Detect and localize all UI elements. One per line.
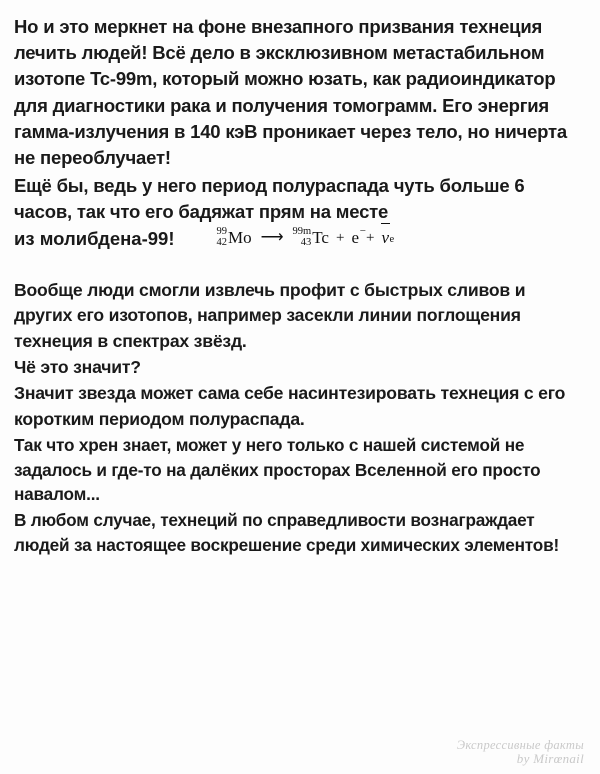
paragraph-speculation: Так что хрен знает, может у него только с нашей системой не задалось и где-то на далёких просторах Вселенной его просто навалом... (14, 435, 541, 505)
plus-sign: + (365, 229, 375, 246)
overline-bar-icon (381, 223, 390, 224)
atomic-number: 42 (216, 237, 227, 249)
paragraph-conclusion: В любом случае, технеций по справедливости вознаграждает людей за настоящее воскрешение среди химических элементов! (14, 510, 559, 555)
nuclide-technetium-99m (293, 225, 329, 251)
paragraph-block-conclusion (14, 508, 584, 557)
electron-letter: e (351, 227, 359, 247)
watermark-line-2: by Mirœnail (516, 751, 584, 766)
nuclear-decay-equation (216, 225, 394, 251)
paragraph-halflife: Ещё бы, ведь у него период полураспада чуть больше 6 часов, так что его бадяжат прям на месте (14, 175, 525, 223)
element-symbol: Tc (312, 227, 329, 247)
watermark (457, 738, 584, 766)
mass-number: 99 (216, 225, 227, 237)
paragraph-block-question (14, 355, 584, 380)
formula-line (14, 226, 584, 252)
paragraph-block-answer (14, 381, 584, 432)
paragraph-stars: Вообще люди смогли извлечь профит с быстрых сливов и других его изотопов, например засекли линии поглощения технеция в спектрах звёзд. (14, 279, 526, 351)
watermark-line-1: Экспрессивные факты (456, 738, 584, 752)
antineutrino-symbol (381, 225, 394, 251)
element-symbol: Mo (227, 227, 252, 247)
paragraph-answer: Значит звезда может сама себе насинтезировать технеция с его коротким периодом полураспада. (14, 383, 566, 429)
paragraph-block-halflife (14, 173, 584, 252)
nuclide-indices (216, 227, 227, 249)
mass-number: 99m (292, 225, 312, 237)
nuclide-indices (293, 227, 312, 249)
paragraph-block-speculation (14, 433, 584, 507)
electron-charge: − (359, 224, 366, 237)
neutrino-letter: ν (381, 227, 389, 247)
paragraph-halflife-tail: из молибдена-99! (14, 227, 175, 249)
nuclide-molybdenum-99 (216, 225, 251, 251)
paragraph-block-intro (14, 14, 584, 171)
atomic-number: 43 (300, 237, 312, 249)
arrow-right-icon: ⟶ (260, 228, 284, 246)
neutrino-subscript: e (389, 233, 395, 245)
paragraph-question: Чё это значит? (14, 357, 141, 378)
paragraph-intro: Но и это меркнет на фоне внезапного призвания технеция лечить людей! Всё дело в эксклюзивном метастабильном изотопе Tc-99m, который можно юзать, как радиоиндикатор для диагностики рака и получения томограмм. Его энергия гамма-излучения в 140 кэВ проникает через тело, но ничерта не переоблучает! (14, 16, 567, 169)
paragraph-block-stars (14, 278, 584, 354)
plus-sign: + (335, 229, 345, 246)
electron-symbol (351, 224, 366, 251)
